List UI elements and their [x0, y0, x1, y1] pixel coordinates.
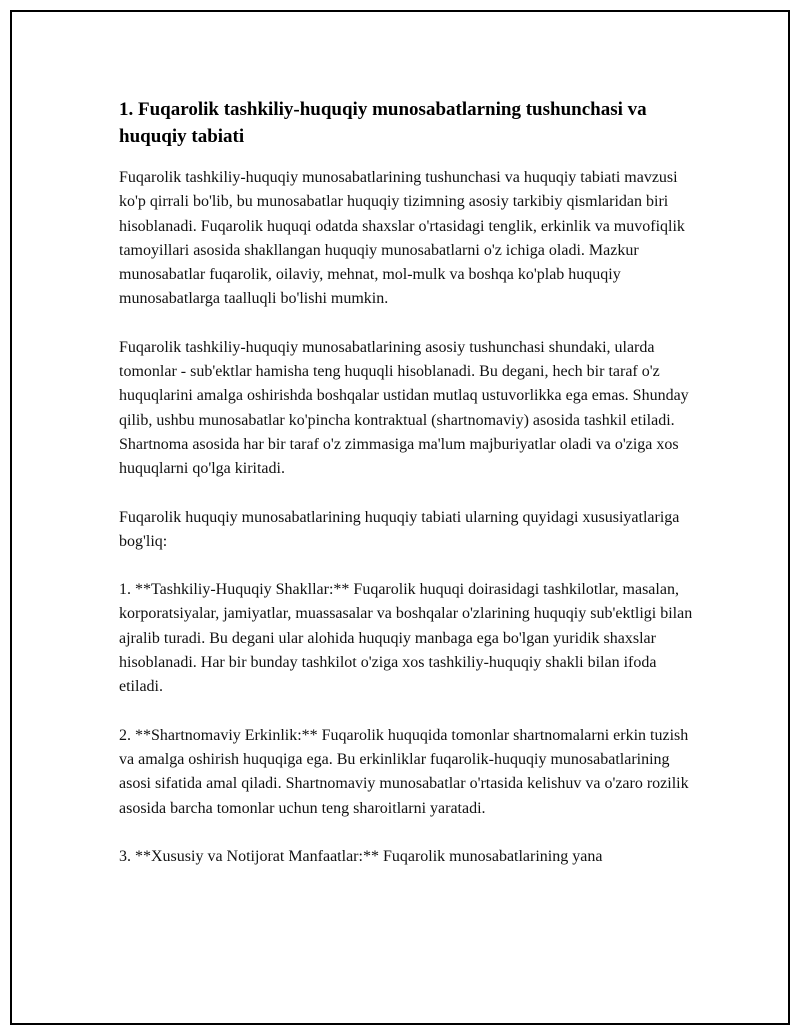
- paragraph-1: Fuqarolik tashkiliy-huquqiy munosabatlarining tushunchasi va huquqiy tabiati mavzusi ko'p qirrali bo'lib, bu munosabatlar huquqiy tizimning asosiy tarkibiy qismlaridan biri hisoblanadi. Fuqarolik huquqi odatda shaxslar o'rtasidagi tenglik, erkinlik va muvofiqlik tamoyillari asosida shakllangan huquqiy munosabatlarni o'z ichiga oladi. Mazkur munosabatlar fuqarolik, oilaviy, mehnat, mol-mulk va boshqa ko'plab huquqiy munosabatlarga taalluqli bo'lishi mumkin.: [119, 169, 685, 308]
- document-page: [10, 10, 790, 1025]
- document-body: [119, 96, 699, 893]
- paragraph-3: Fuqarolik huquqiy munosabatlarining huquqiy tabiati ularning quyidagi xususiyatlariga bog'liq:: [119, 508, 680, 550]
- list-item-3: 3. **Xususiy va Notijorat Manfaatlar:** Fuqarolik munosabatlarining yana: [119, 847, 603, 865]
- list-item-2: 2. **Shartnomaviy Erkinlik:** Fuqarolik huquqida tomonlar shartnomalarni erkin tuzish va amalga oshirish huquqiga ega. Bu erkinliklar fuqarolik-huquqiy munosabatlarining asosi sifatida amal qiladi. Shartnomaviy munosabatlar o'rtasida kelishuv va o'zaro rozilik asosida barcha tomonlar uchun teng sharoitlarni yaratadi.: [119, 726, 689, 817]
- section-heading: 1. Fuqarolik tashkiliy-huquqiy munosabatlarning tushunchasi va huquqiy tabiati: [119, 99, 647, 147]
- list-item-1: 1. **Tashkiliy-Huquqiy Shakllar:** Fuqarolik huquqi doirasidagi tashkilotlar, masalan, korporatsiyalar, jamiyatlar, muassasalar va boshqalar o'zlarining huquqiy sub'ektligi bilan ajralib turadi. Bu degani ular alohida huquqiy manbaga ega bo'lgan yuridik shaxslar hisoblanadi. Har bir bunday tashkilot o'ziga xos tashkiliy-huquqiy shakli bilan ifoda etiladi.: [119, 581, 693, 696]
- paragraph-2: Fuqarolik tashkiliy-huquqiy munosabatlarining asosiy tushunchasi shundaki, ularda tomonlar - sub'ektlar hamisha teng huquqli hisoblanadi. Bu degani, hech bir taraf o'z huquqlarini amalga oshirishda boshqalar ustidan mutlaq ustuvorlikka ega emas. Shunday qilib, ushbu munosabatlar ko'pincha kontraktual (shartnomaviy) asosida tashkil etiladi. Shartnoma asosida har bir taraf o'z zimmasiga ma'lum majburiyatlar oladi va o'ziga xos huquqlarni qo'lga kiritadi.: [119, 338, 689, 478]
